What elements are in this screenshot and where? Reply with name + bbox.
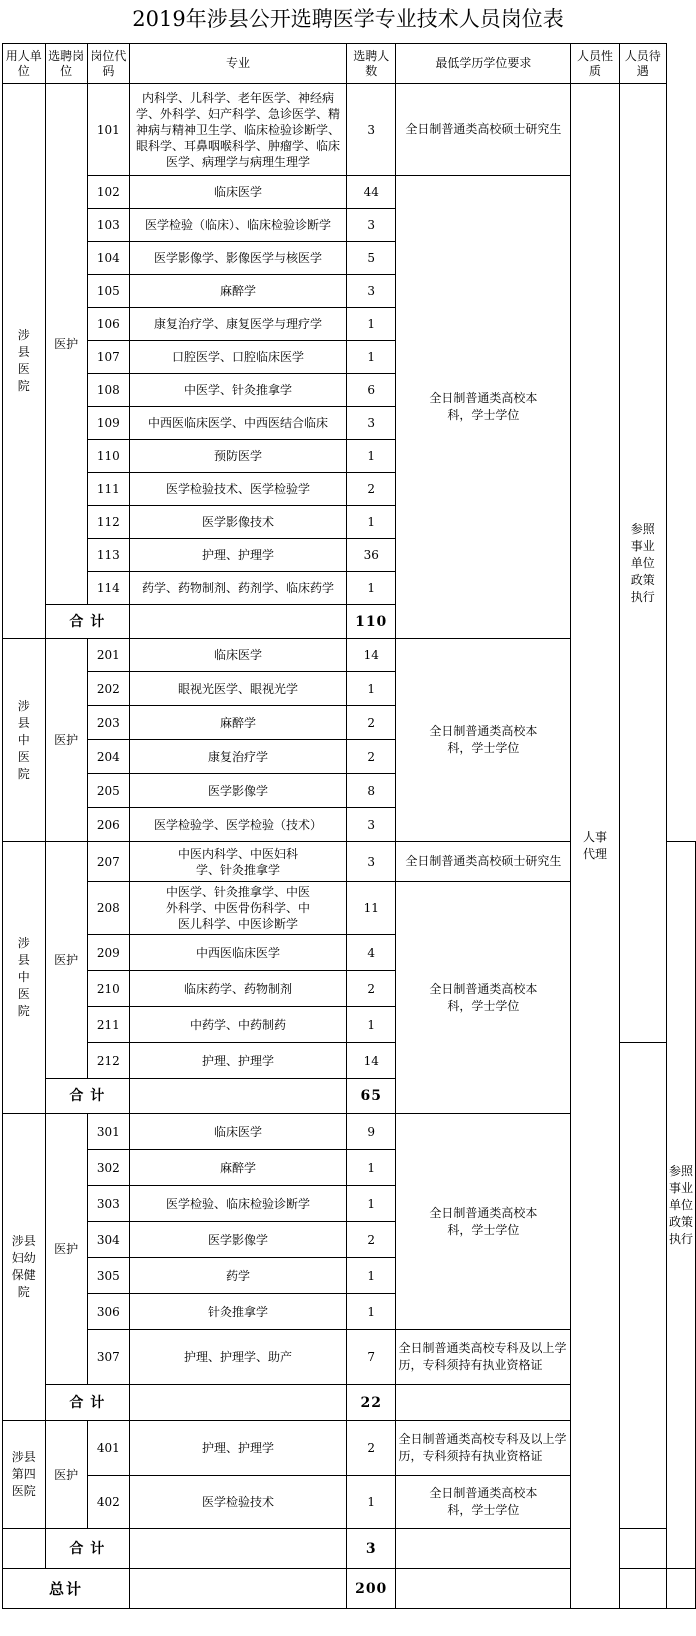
treatment-cell (619, 84, 666, 1043)
header-unit: 用人单位 (3, 44, 46, 84)
code-cell: 108 (87, 374, 129, 407)
total-value: 200 (346, 1569, 396, 1609)
code-cell: 110 (87, 440, 129, 473)
requirement-cell: 全日制普通类高校专科及以上学历，专科须持有执业资格证 (396, 1421, 571, 1476)
unit-name: 涉县中医院 (17, 698, 30, 781)
nature-cell (571, 84, 619, 1609)
code-cell: 402 (87, 1476, 129, 1529)
code-cell: 103 (87, 209, 129, 242)
requirement-blank (396, 1569, 571, 1609)
major-cell (130, 882, 347, 935)
major-cell: 康复治疗学 (130, 740, 347, 774)
code-cell: 202 (87, 672, 129, 706)
count-cell: 4 (346, 935, 396, 971)
unit-name: 涉县中医院 (17, 936, 30, 1018)
count-cell: 6 (346, 374, 396, 407)
requirement-blank (396, 1385, 571, 1421)
count-cell: 1 (346, 1294, 396, 1330)
count-cell: 1 (346, 440, 396, 473)
code-cell: 109 (87, 407, 129, 440)
code-cell: 102 (87, 176, 129, 209)
post-cell: 医护 (45, 1114, 87, 1385)
requirement-cell (396, 1114, 571, 1330)
major-cell: 医学影像技术 (130, 506, 347, 539)
count-cell: 1 (346, 506, 396, 539)
count-cell: 1 (346, 1007, 396, 1043)
count-cell: 8 (346, 774, 396, 808)
treatment-text: 参照事业单位政策执行 (630, 521, 655, 604)
major-cell: 医学检验技术、医学检验学 (130, 473, 347, 506)
major-cell: 康复治疗学、康复医学与理疗学 (130, 308, 347, 341)
code-cell: 201 (87, 639, 129, 672)
subtotal-label: 合 计 (45, 1385, 130, 1421)
major-cell: 护理、护理学、助产 (130, 1330, 347, 1385)
subtotal-blank (130, 1529, 347, 1569)
major-cell: 中医学、针灸推拿学 (130, 374, 347, 407)
count-cell: 3 (346, 808, 396, 842)
count-cell: 2 (346, 971, 396, 1007)
header-nature: 人员性质 (571, 44, 619, 84)
major-cell: 医学影像学 (130, 1222, 347, 1258)
count-cell: 9 (346, 1114, 396, 1150)
code-cell: 106 (87, 308, 129, 341)
major-cell: 麻醉学 (130, 1150, 347, 1186)
count-cell: 3 (346, 84, 396, 176)
count-cell: 2 (346, 706, 396, 740)
count-cell: 1 (346, 1150, 396, 1186)
post-cell: 医护 (45, 639, 87, 842)
major-cell: 眼视光医学、眼视光学 (130, 672, 347, 706)
code-cell: 211 (87, 1007, 129, 1043)
requirement-cell (396, 1476, 571, 1529)
code-cell: 105 (87, 275, 129, 308)
major-cell (130, 842, 347, 882)
code-cell: 113 (87, 539, 129, 572)
major-cell: 护理、护理学 (130, 1043, 347, 1079)
count-cell: 2 (346, 1222, 396, 1258)
count-cell: 7 (346, 1330, 396, 1385)
code-cell: 205 (87, 774, 129, 808)
unit-cell (3, 842, 46, 1114)
treatment-blank (667, 1569, 696, 1609)
major-cell: 医学检验技术 (130, 1476, 347, 1529)
unit-name: 涉县第四医院 (11, 1450, 36, 1498)
major-cell: 护理、护理学 (130, 1421, 347, 1476)
count-cell: 1 (346, 1186, 396, 1222)
major-cell: 医学影像学 (130, 774, 347, 808)
subtotal-label: 合 计 (45, 1529, 130, 1569)
code-cell: 101 (87, 84, 129, 176)
unit-cell (3, 84, 46, 639)
code-cell: 111 (87, 473, 129, 506)
count-cell: 1 (346, 1476, 396, 1529)
code-cell: 307 (87, 1330, 129, 1385)
major-text: 中医学、针灸推拿学、中医外科学、中医骨伤科学、中医儿科学、中医诊断学 (166, 885, 311, 931)
code-cell: 208 (87, 882, 129, 935)
subtotal-value: 22 (346, 1385, 396, 1421)
count-cell: 3 (346, 209, 396, 242)
position-table (2, 43, 696, 1609)
subtotal-blank (130, 605, 347, 639)
code-cell: 207 (87, 842, 129, 882)
major-cell: 护理、护理学 (130, 539, 347, 572)
post-cell: 医护 (45, 84, 87, 605)
code-cell: 112 (87, 506, 129, 539)
subtotal-label: 合 计 (45, 1079, 130, 1114)
subtotal-value: 3 (346, 1529, 396, 1569)
nature-blank (619, 1569, 666, 1609)
major-cell: 药学 (130, 1258, 347, 1294)
treatment-cell (667, 842, 696, 1569)
major-cell: 内科学、儿科学、老年医学、神经病学、外科学、妇产科学、急诊医学、精神病与精神卫生学、临床检验诊断学、眼科学、耳鼻咽喉科学、肿瘤学、临床医学、病理学与病理生理学 (130, 84, 347, 176)
requirement-cell (396, 176, 571, 639)
code-cell: 209 (87, 935, 129, 971)
count-cell: 2 (346, 1421, 396, 1476)
major-cell: 临床医学 (130, 176, 347, 209)
requirement-text: 全日制普通类高校本科，学士学位 (429, 724, 538, 755)
major-cell: 针灸推拿学 (130, 1294, 347, 1330)
header-code: 岗位代码 (87, 44, 129, 84)
requirement-cell: 全日制普通类高校专科及以上学历，专科须持有执业资格证 (396, 1330, 571, 1385)
major-cell: 麻醉学 (130, 275, 347, 308)
count-cell: 11 (346, 882, 396, 935)
code-cell: 210 (87, 971, 129, 1007)
count-cell: 36 (346, 539, 396, 572)
count-cell: 3 (346, 407, 396, 440)
count-cell: 2 (346, 740, 396, 774)
major-cell: 临床药学、药物制剂 (130, 971, 347, 1007)
major-cell: 医学检验（临床）、临床检验诊断学 (130, 209, 347, 242)
header-count: 选聘人数 (346, 44, 396, 84)
unit-name: 涉县妇幼保健院 (11, 1234, 36, 1299)
unit-blank (3, 1529, 46, 1569)
major-text: 中医内科学、中医妇科学、针灸推拿学 (178, 846, 299, 877)
requirement-cell: 全日制普通类高校硕士研究生 (396, 84, 571, 176)
major-cell: 中西医临床医学、中西医结合临床 (130, 407, 347, 440)
page-title: 2019年涉县公开选聘医学专业技术人员岗位表 (132, 7, 564, 31)
count-cell: 1 (346, 1258, 396, 1294)
post-cell: 医护 (45, 842, 87, 1079)
major-cell: 医学检验、临床检验诊断学 (130, 1186, 347, 1222)
code-cell: 301 (87, 1114, 129, 1150)
treatment-blank (619, 1529, 666, 1569)
unit-cell (3, 1421, 46, 1529)
major-cell: 中药学、中药制药 (130, 1007, 347, 1043)
code-cell: 303 (87, 1186, 129, 1222)
requirement-text: 全日制普通类高校本科，学士学位 (429, 981, 538, 1013)
total-blank (130, 1569, 347, 1609)
count-cell: 3 (346, 842, 396, 882)
code-cell: 206 (87, 808, 129, 842)
post-cell: 医护 (45, 1421, 87, 1529)
count-cell: 1 (346, 308, 396, 341)
count-cell: 1 (346, 672, 396, 706)
code-cell: 114 (87, 572, 129, 605)
unit-cell (3, 1114, 46, 1421)
code-cell: 305 (87, 1258, 129, 1294)
major-cell: 口腔医学、口腔临床医学 (130, 341, 347, 374)
code-cell: 401 (87, 1421, 129, 1476)
table-row (3, 84, 696, 176)
total-label: 总计 (3, 1569, 130, 1609)
header-requirement: 最低学历学位要求 (396, 44, 571, 84)
count-cell: 3 (346, 275, 396, 308)
code-cell: 104 (87, 242, 129, 275)
header-major: 专业 (130, 44, 347, 84)
major-cell: 医学影像学、影像医学与核医学 (130, 242, 347, 275)
code-cell: 203 (87, 706, 129, 740)
nature-text: 人事代理 (582, 830, 607, 861)
code-cell: 304 (87, 1222, 129, 1258)
unit-name: 涉县医院 (17, 328, 30, 393)
subtotal-label: 合 计 (45, 605, 130, 639)
code-cell: 107 (87, 341, 129, 374)
requirement-text: 全日制普通类高校本科，学士学位 (429, 1486, 538, 1517)
subtotal-value: 110 (346, 605, 396, 639)
major-cell: 临床医学 (130, 1114, 347, 1150)
count-cell: 2 (346, 473, 396, 506)
count-cell: 1 (346, 572, 396, 605)
count-cell: 14 (346, 1043, 396, 1079)
count-cell: 14 (346, 639, 396, 672)
count-cell: 5 (346, 242, 396, 275)
requirement-cell (396, 639, 571, 842)
treatment-text: 参照事业单位政策执行 (669, 1163, 694, 1246)
major-cell: 中西医临床医学 (130, 935, 347, 971)
count-cell: 44 (346, 176, 396, 209)
code-cell: 212 (87, 1043, 129, 1079)
requirement-text: 全日制普通类高校本科，学士学位 (429, 1205, 538, 1237)
header-treatment: 人员待遇 (619, 44, 666, 84)
major-cell: 预防医学 (130, 440, 347, 473)
subtotal-value: 65 (346, 1079, 396, 1114)
subtotal-blank (130, 1385, 347, 1421)
count-cell: 1 (346, 341, 396, 374)
code-cell: 302 (87, 1150, 129, 1186)
major-cell: 药学、药物制剂、药剂学、临床药学 (130, 572, 347, 605)
header-post: 选聘岗位 (45, 44, 87, 84)
unit-cell (3, 639, 46, 842)
requirement-cell: 全日制普通类高校硕士研究生 (396, 842, 571, 882)
code-cell: 204 (87, 740, 129, 774)
major-cell: 麻醉学 (130, 706, 347, 740)
major-cell: 临床医学 (130, 639, 347, 672)
subtotal-blank (130, 1079, 347, 1114)
major-cell: 医学检验学、医学检验（技术） (130, 808, 347, 842)
requirement-cell (396, 882, 571, 1114)
requirement-text: 全日制普通类高校本科，学士学位 (429, 391, 538, 422)
header-row (3, 44, 696, 84)
requirement-blank (396, 1529, 571, 1569)
code-cell: 306 (87, 1294, 129, 1330)
